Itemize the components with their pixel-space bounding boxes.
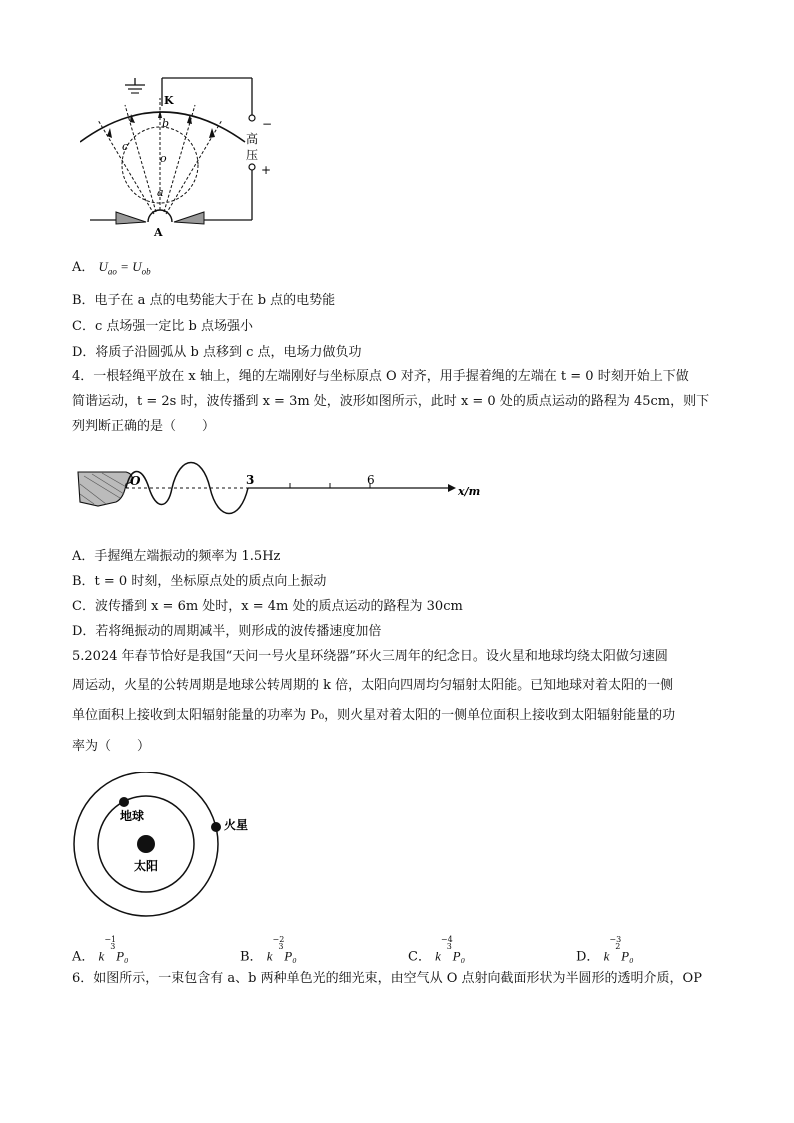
option-letter: B． — [240, 949, 263, 965]
origin-label: O — [130, 474, 141, 488]
q5-option-b — [240, 935, 297, 965]
sun-label: 太阳 — [134, 859, 159, 873]
base-k: k — [98, 948, 105, 964]
exp-num: 3 — [616, 935, 622, 944]
label-c: c — [122, 140, 129, 153]
label-b: b — [162, 117, 170, 130]
exponent: −1 3 — [104, 935, 117, 951]
label-K: K — [164, 94, 174, 107]
q4-option-b: B．t = 0 时刻，坐标原点处的质点向上振动 — [72, 574, 327, 589]
q3-option-b: B．电子在 a 点的电势能大于在 b 点的电势能 — [72, 293, 336, 308]
exp-num: 2 — [279, 935, 285, 944]
exp-num: 1 — [111, 935, 117, 944]
wave-diagram — [76, 450, 496, 540]
sub-ao: ao — [107, 266, 117, 277]
base-k: k — [266, 948, 273, 964]
p0: P₀ — [284, 948, 297, 964]
label-ya: 压 — [246, 148, 259, 162]
exp-den: 3 — [110, 942, 116, 951]
expr-u: U — [98, 259, 108, 274]
q5-option-c — [408, 935, 466, 965]
label-minus: − — [262, 117, 273, 131]
earth — [119, 797, 129, 807]
q5-option-a — [72, 935, 129, 965]
exp-den: 3 — [446, 942, 452, 951]
field-diagram — [80, 70, 280, 240]
tick-label-3: 3 — [246, 473, 255, 487]
base-k: k — [603, 948, 610, 964]
orbit-diagram — [72, 772, 272, 932]
tick-label-6: 6 — [367, 473, 375, 487]
option-letter: C． — [408, 949, 431, 965]
label-o: o — [160, 152, 167, 165]
q6-stem-line1: 6．如图所示，一束包含有 a、b 两种单色光的细光束，由空气从 O 点射向截面形状为半圆形的透明介质，OP — [72, 971, 702, 986]
q4-stem-line1: 4．一根轻绳平放在 x 轴上，绳的左端刚好与坐标原点 O 对齐，用手握着绳的左端在 t = 0 时刻开始上下做 — [72, 369, 689, 384]
label-A: A — [154, 226, 163, 239]
exp-den: 3 — [278, 942, 284, 951]
q5-stem-line1: 5.2024 年春节恰好是我国“天问一号火星环绕器”环火三周年的纪念日。设火星和地球均绕太阳做匀速圆 — [72, 649, 668, 664]
q4-stem-line2: 简谐运动，t = 2s 时，波传播到 x = 3m 处，波形如图所示，此时 x = 0 处的质点运动的路程为 45cm，则下 — [72, 394, 710, 409]
label-gao: 高 — [246, 132, 259, 146]
label-a: a — [157, 186, 164, 199]
q3-option-c: C．c 点场强一定比 b 点场强小 — [72, 319, 253, 334]
q5-option-d — [576, 935, 634, 965]
axis-label: x/m — [458, 485, 481, 498]
sun — [137, 835, 155, 853]
sub-ob: ob — [141, 266, 151, 277]
q5-stem-line4: 率为（ ） — [72, 739, 151, 754]
p0: P₀ — [116, 948, 129, 964]
exponent: −4 3 — [440, 935, 453, 951]
exp-num: 4 — [447, 935, 453, 944]
option-letter: D． — [576, 949, 600, 965]
option-letter: A． — [72, 260, 95, 275]
exp-den: 2 — [615, 942, 621, 951]
q3-option-d: D．将质子沿圆弧从 b 点移到 c 点，电场力做负功 — [72, 345, 362, 360]
expr-eq: = U — [116, 259, 142, 274]
base-k: k — [435, 948, 441, 964]
exponent: −2 3 — [272, 935, 285, 951]
exponent: −3 2 — [609, 935, 622, 951]
earth-label: 地球 — [120, 809, 145, 823]
q5-stem-line2: 周运动，火星的公转周期是地球公转周期的 k 倍，太阳向四周均匀辐射太阳能。已知地球对着太阳的一侧 — [72, 678, 674, 693]
q4-option-a: A．手握绳左端振动的频率为 1.5Hz — [72, 549, 281, 564]
p0: P₀ — [621, 948, 634, 964]
option-letter: A． — [72, 949, 95, 965]
q4-option-d: D．若将绳振动的周期减半，则形成的波传播速度加倍 — [72, 624, 382, 639]
q4-option-c: C．波传播到 x = 6m 处时，x = 4m 处的质点运动的路程为 30cm — [72, 599, 463, 614]
q3-option-a — [72, 258, 151, 281]
label-plus: + — [261, 163, 272, 177]
q4-stem-line3: 列判断正确的是（ ） — [72, 419, 216, 434]
q5-stem-line3: 单位面积上接收到太阳辐射能量的功率为 P₀，则火星对着太阳的一侧单位面积上接收到太阳辐射能量的功 — [72, 708, 676, 723]
mars — [211, 822, 221, 832]
p0: P₀ — [452, 948, 466, 964]
mars-label: 火星 — [224, 818, 249, 832]
